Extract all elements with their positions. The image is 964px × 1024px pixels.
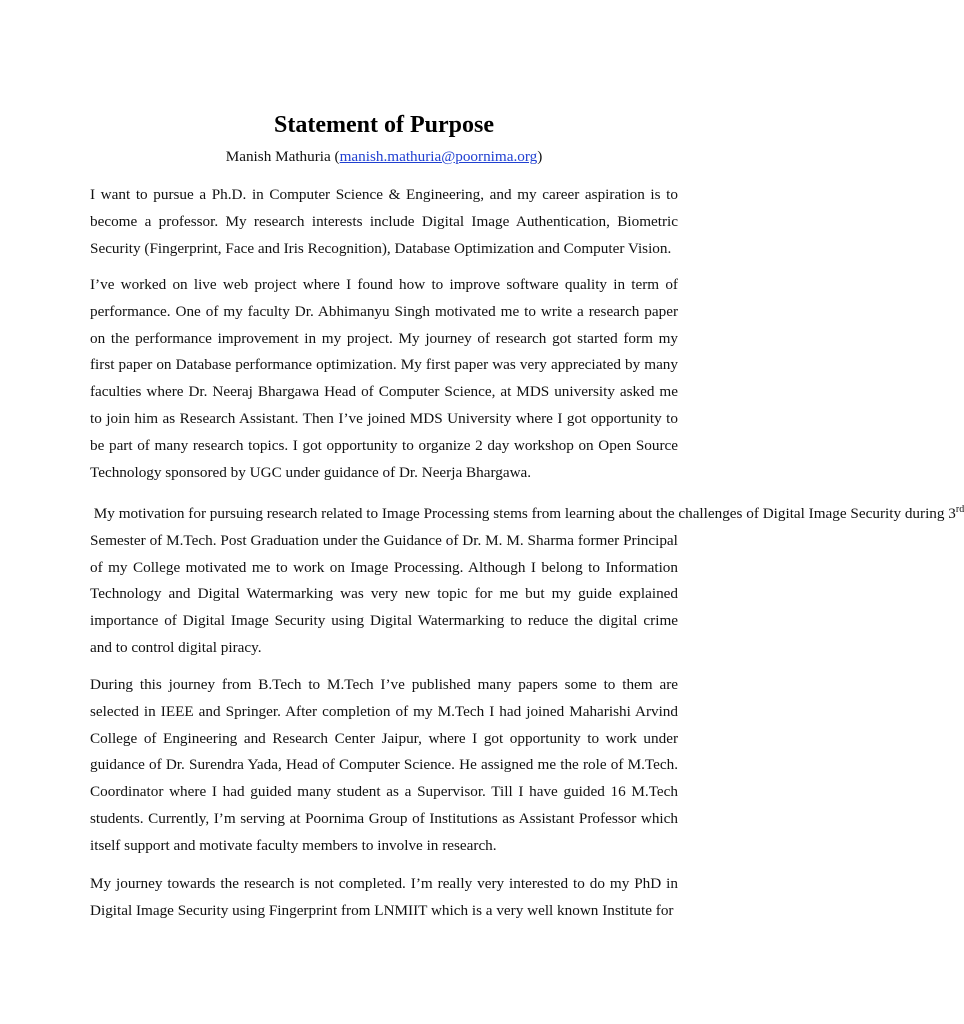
paragraph-motivation	[90, 501, 964, 662]
motivation-text-end: Semester of M.Tech. Post Graduation under the Guidance of Dr. M. M. Sharma former Principal of my College motivated me to work on Image Processing. Although I belong to Information Technology and Digital Watermarking was very new topic for me but my guide explained importance of Digital Image Security using Digital Watermarking to reduce the digital crime and to control digital piracy.	[90, 531, 678, 656]
ordinal-superscript: rd	[955, 503, 964, 515]
motivation-text-start: My motivation for pursuing research related to Image Processing stems from learning about the challenges of Digital Image Security during 3	[90, 505, 956, 522]
paragraph-future-goal: My journey towards the research is not completed. I’m really very interested to do my PhD in Digital Image Security using Fingerprint from LNMIIT which is a very well known Institute for	[90, 875, 678, 919]
paragraph-research-journey: I’ve worked on live web project where I found how to improve software quality in term of performance. One of my faculty Dr. Abhimanyu Singh motivated me to write a research paper on the performance improvement in my project. My journey of research got started form my first paper on Database performance optimization. My first paper was very appreciated by many faculties where Dr. Neeraj Bhargawa Head of Computer Science, at MDS university asked me to join him as Research Assistant. Then I’ve joined MDS University where I got opportunity to be part of many research topics. I got opportunity to organize 2 day workshop on Open Source Technology sponsored by UGC under guidance of Dr. Neerja Bhargawa.	[90, 276, 678, 481]
author-line	[0, 146, 768, 168]
author-name: Manish Mathuria	[225, 148, 331, 165]
author-close-paren: )	[537, 148, 543, 165]
paragraph-publications-career: During this journey from B.Tech to M.Tech I’ve published many papers some to them are selected in IEEE and Springer. After completion of my M.Tech I had joined Maharishi Arvind College of Engineering and Research Center Jaipur, where I got opportunity to work under guidance of Dr. Surendra Yada, Head of Computer Science. He assigned me the role of M.Tech. Coordinator where I had guided many student as a Supervisor. Till I have guided 16 M.Tech students. Currently, I’m serving at Poornima Group of Institutions as Assistant Professor which itself support and motivate faculty members to involve in research.	[90, 676, 678, 854]
author-open-paren: (	[330, 148, 340, 165]
document-title: Statement of Purpose	[274, 112, 494, 139]
author-email-link[interactable]: manish.mathuria@poornima.org	[339, 148, 538, 165]
paragraph-career-aspiration: I want to pursue a Ph.D. in Computer Science & Engineering, and my career aspiration is to become a professor. My research interests include Digital Image Authentication, Biometric Security (Fingerprint, Face and Iris Recognition), Database Optimization and Computer Vision.	[90, 186, 678, 257]
